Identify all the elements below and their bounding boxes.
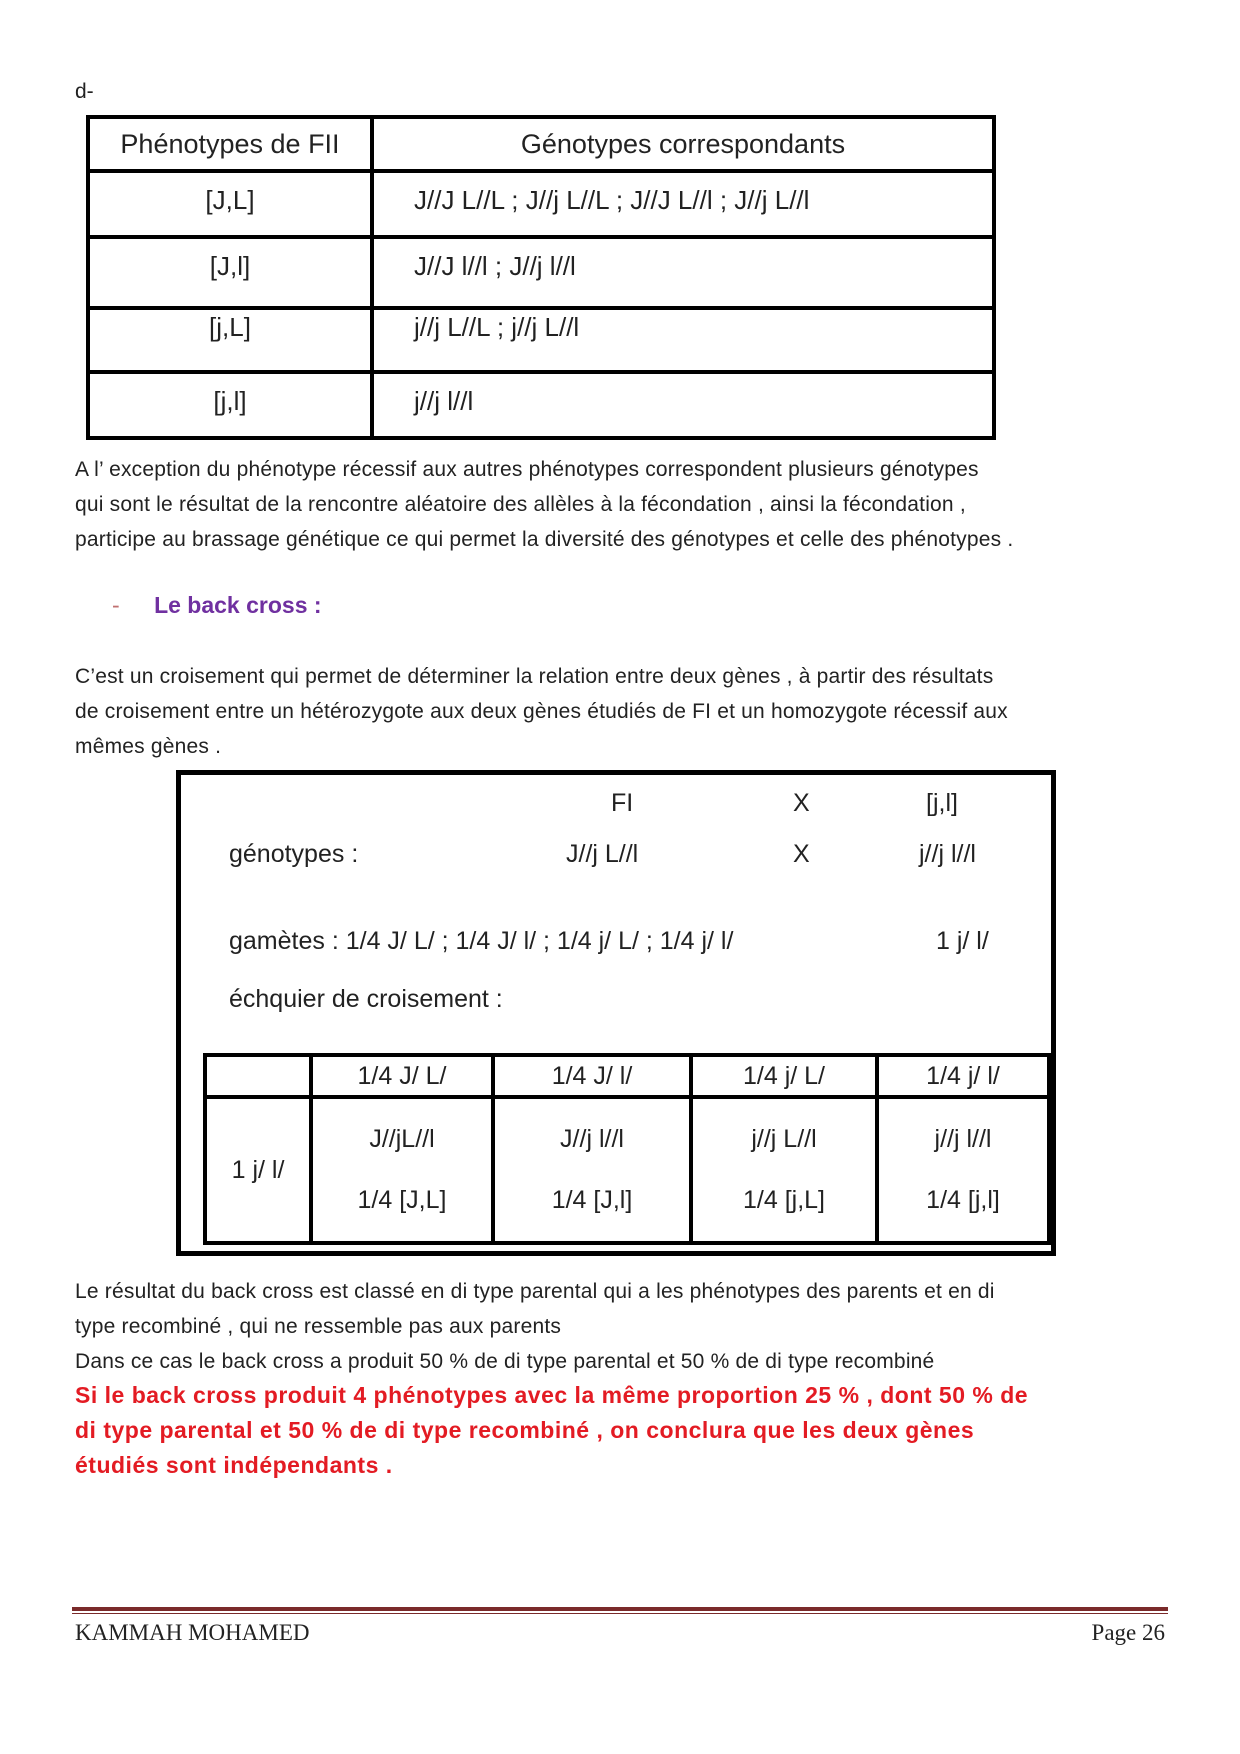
parent1-label: FI [611, 789, 634, 817]
parent2-phenotype: [j,l] [926, 789, 958, 817]
offspring-cell: J//jL//l 1/4 [J,L] [311, 1097, 493, 1243]
phenotype-cell: [j,L] [88, 308, 372, 372]
gamete-header: 1/4 J/ l/ [493, 1055, 691, 1097]
cross-diagram-box [176, 770, 1056, 1256]
table-row [88, 171, 994, 237]
offspring-cell: j//j l//l 1/4 [j,l] [877, 1097, 1049, 1243]
text-line: type recombiné , qui ne ressemble pas aux parents [75, 1315, 562, 1338]
punnett-square [203, 1053, 1051, 1245]
page-number: Page 26 [1091, 1620, 1165, 1645]
genotypes-label: génotypes : [229, 840, 359, 868]
gametes-line: gamètes : 1/4 J/ L/ ; 1/4 J/ l/ ; 1/4 j/ L/ ; 1/4 j/ l/ [229, 927, 734, 955]
heading-text: Le back cross : [154, 592, 322, 618]
gamete-header: 1/4 j/ L/ [691, 1055, 877, 1097]
footer-divider [72, 1607, 1168, 1611]
paragraph-exception [75, 452, 1175, 557]
gamete-header: 1/4 J/ L/ [311, 1055, 493, 1097]
paragraph-result [75, 1274, 1175, 1379]
text-line: Si le back cross produit 4 phénotypes avec la même proportion 25 % , dont 50 % de [75, 1382, 1029, 1408]
table-header-row [88, 117, 994, 171]
footer-divider [72, 1613, 1168, 1614]
parent2-genotype: j//j l//l [919, 840, 976, 868]
footer-author: KAMMAH MOHAMED [75, 1620, 310, 1645]
row-gamete: 1 j/ l/ [205, 1097, 311, 1243]
gamete-header: 1/4 j/ l/ [877, 1055, 1049, 1097]
phenotype-cell: [J,l] [88, 237, 372, 308]
text-line: qui sont le résultat de la rencontre aléatoire des allèles à la fécondation , ainsi la fécondation , [75, 493, 966, 516]
text-line: mêmes gènes . [75, 735, 222, 758]
phenotype-cell: [j,l] [88, 372, 372, 438]
offspring-cell: J//j l//l 1/4 [J,l] [493, 1097, 691, 1243]
parent1-genotype: J//j L//l [566, 840, 639, 868]
offspring-cell: j//j L//l 1/4 [j,L] [691, 1097, 877, 1243]
chessboard-label: échquier de croisement : [229, 985, 503, 1013]
genotype-cell: J//J l//l ; J//j l//l [372, 237, 994, 308]
text-line: A l’ exception du phénotype récessif aux autres phénotypes correspondent plusieurs génotypes [75, 458, 979, 481]
genotype-cell: J//J L//L ; J//j L//L ; J//J L//l ; J//j L//l [372, 171, 994, 237]
phenotype-cell: [J,L] [88, 171, 372, 237]
section-heading [112, 592, 322, 619]
section-label: d- [75, 80, 94, 103]
cross-symbol: X [793, 840, 810, 868]
text-line: étudiés sont indépendants . [75, 1452, 393, 1478]
text-line: participe au brassage génétique ce qui permet la diversité des génotypes et celle des phénotypes . [75, 528, 1014, 551]
table-header: Génotypes correspondants [372, 117, 994, 171]
genotype-cell: j//j l//l [372, 372, 994, 438]
phenotype-genotype-table [86, 115, 996, 440]
table-row [88, 372, 994, 438]
table-row [88, 308, 994, 372]
punnett-header-row [205, 1055, 1049, 1097]
table-row [88, 237, 994, 308]
text-line: Le résultat du back cross est classé en di type parental qui a les phénotypes des parents et en di [75, 1280, 995, 1303]
parent2-gamete: 1 j/ l/ [936, 927, 989, 955]
cross-symbol: X [793, 789, 810, 817]
genotype-cell: j//j L//L ; j//j L//l [372, 308, 994, 372]
text-line: C’est un croisement qui permet de déterminer la relation entre deux gènes , à partir des résultats [75, 665, 994, 688]
text-line: di type parental et 50 % de di type recombiné , on conclura que les deux gènes [75, 1417, 975, 1443]
conclusion-paragraph [75, 1378, 1185, 1483]
table-header: Phénotypes de FII [88, 117, 372, 171]
text-line: de croisement entre un hétérozygote aux deux gènes étudiés de FI et un homozygote récessif aux [75, 700, 1008, 723]
punnett-row [205, 1097, 1049, 1243]
text-line: Dans ce cas le back cross a produit 50 % de di type parental et 50 % de di type recombiné [75, 1350, 935, 1373]
paragraph-definition [75, 659, 1175, 764]
bullet-dash: - [112, 592, 120, 618]
